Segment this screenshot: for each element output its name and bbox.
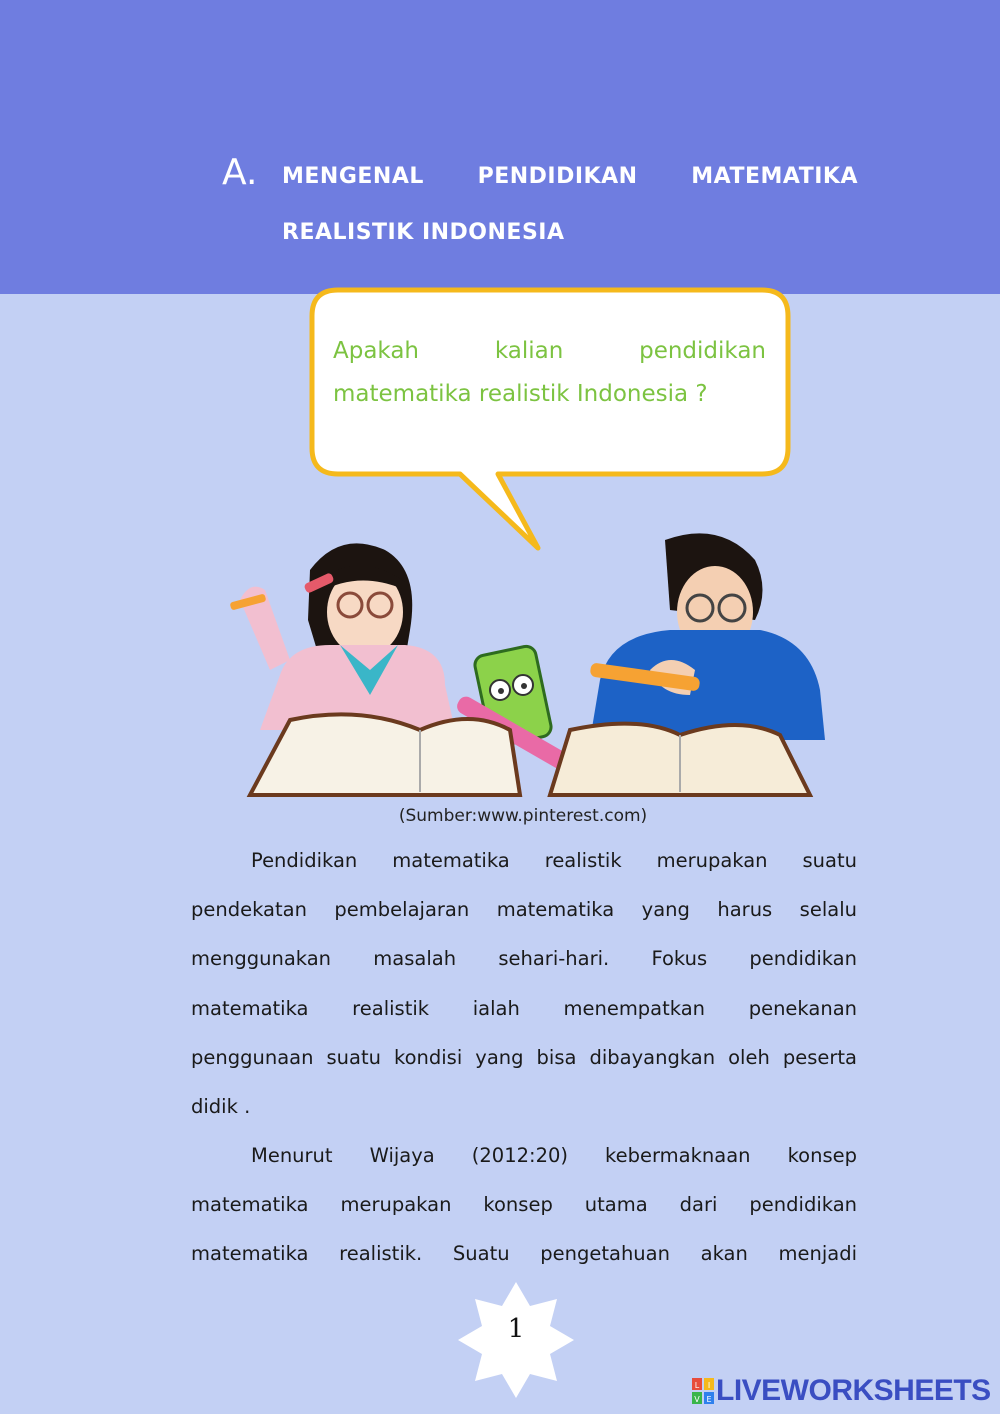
page-number: 1	[507, 1314, 525, 1344]
boy-figure	[590, 533, 825, 740]
section-title-line2: REALISTIK INDONESIA	[282, 220, 565, 245]
paragraph-2-line: matematika realistik. Suatu pengetahuan akan menjadi	[191, 1242, 857, 1266]
paragraph-1-line: didik .	[191, 1095, 251, 1119]
paragraph-1-line: penggunaan suatu kondisi yang bisa dibayangkan oleh peserta	[191, 1045, 857, 1069]
paragraph-1-line: Pendidikan matematika realistik merupakan suatu	[251, 849, 857, 872]
paragraph-1	[191, 836, 857, 1131]
paragraph-2-line: Menurut Wijaya (2012:20) kebermaknaan konsep	[251, 1144, 857, 1167]
paragraph-1-line: pendekatan pembelajaran matematika yang harus selalu	[191, 898, 857, 922]
liveworksheets-brand[interactable]	[692, 1374, 991, 1408]
girl-figure	[230, 543, 455, 730]
paragraph-1-line: menggunakan masalah sehari-hari. Fokus pendidikan	[191, 947, 857, 971]
speech-bubble-line1: Apakah kalian pendidikan	[333, 338, 766, 364]
speech-bubble-text	[333, 330, 766, 416]
paragraph-2-line: matematika merupakan konsep utama dari pendidikan	[191, 1193, 857, 1217]
paragraph-1-line: matematika realistik ialah menempatkan penekanan	[191, 996, 857, 1020]
liveworksheets-logo-icon	[692, 1378, 714, 1404]
logo-letter: L	[694, 1381, 700, 1390]
brand-name: LIVEWORKSHEETS	[716, 1374, 991, 1407]
paragraph-2	[191, 1131, 857, 1279]
students-illustration	[220, 520, 830, 800]
image-caption: (Sumber:www.pinterest.com)	[398, 806, 648, 826]
logo-letter: I	[707, 1381, 711, 1390]
section-letter: A.	[222, 152, 258, 193]
speech-bubble-line2: matematika realistik Indonesia ?	[333, 381, 708, 407]
logo-letter: V	[694, 1395, 700, 1404]
header-band	[0, 0, 1000, 294]
logo-letter: E	[706, 1395, 712, 1404]
speech-bubble	[300, 280, 800, 560]
section-title-line1: MENGENAL PENDIDIKAN MATEMATIKA	[282, 164, 858, 189]
